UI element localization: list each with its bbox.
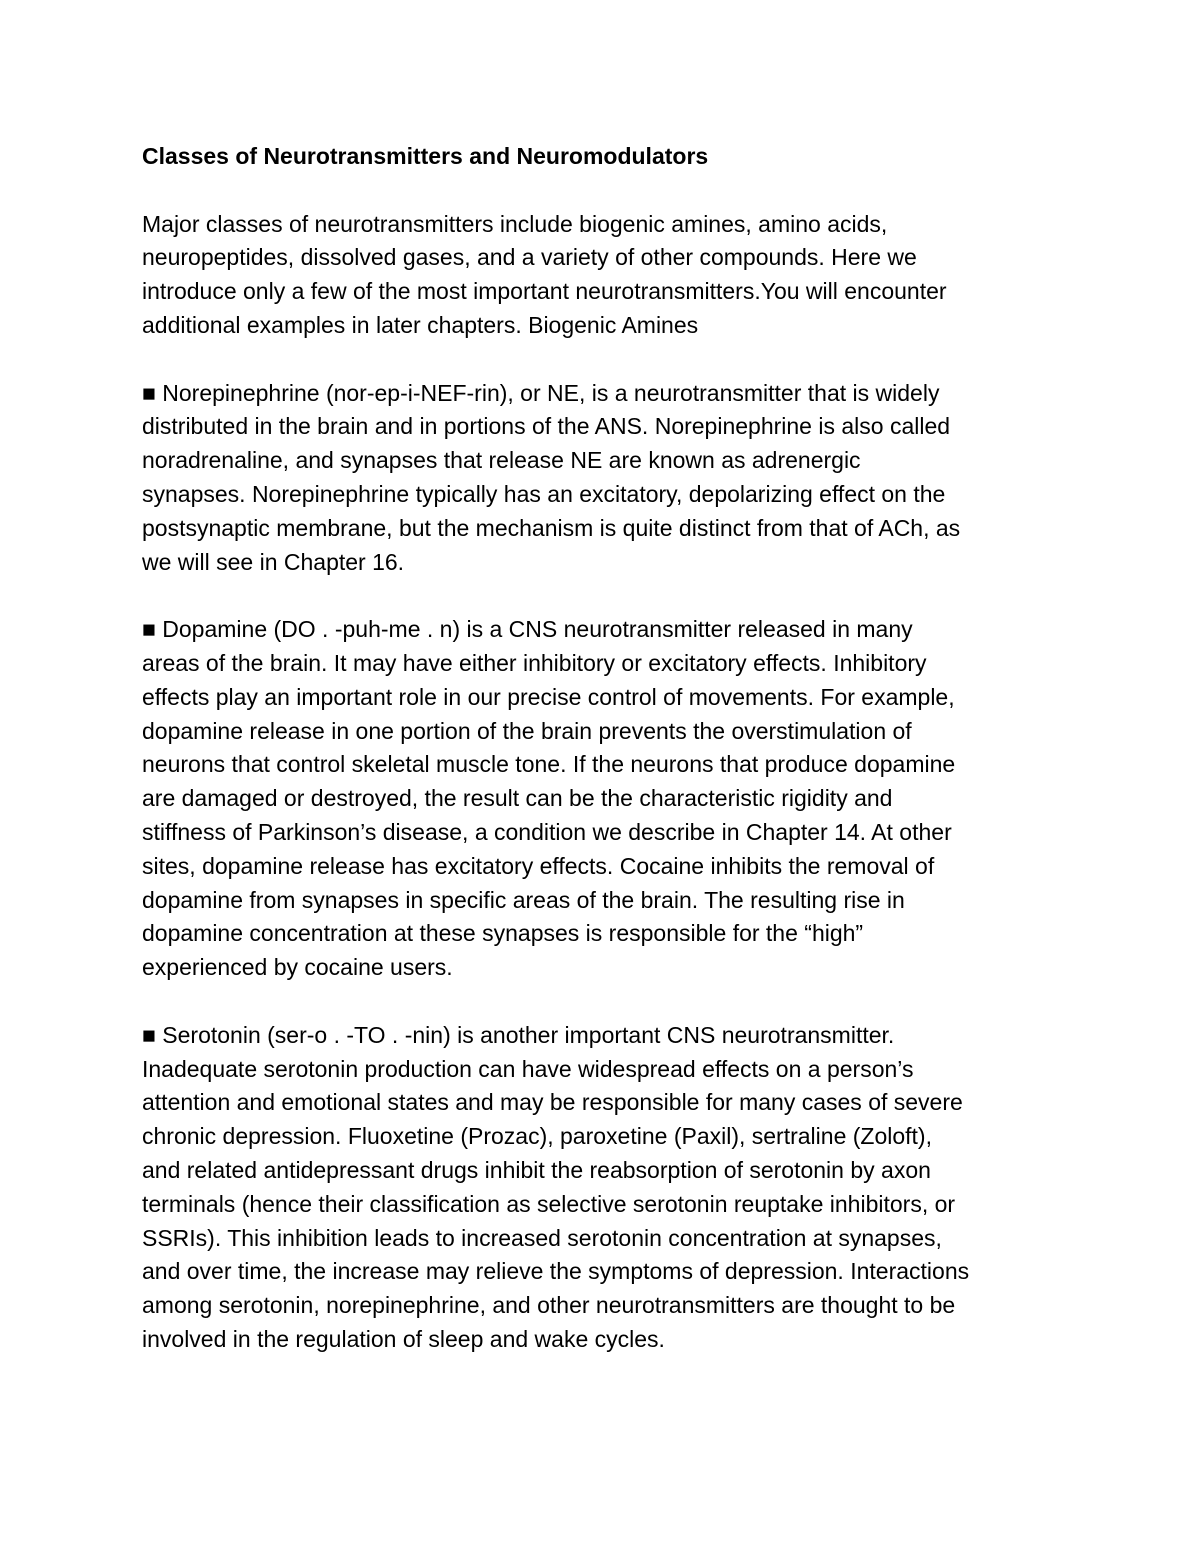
text-line: involved in the regulation of sleep and wake cycles. [142,1325,665,1352]
text-line: ■ Serotonin (ser-o . -TO . -nin) is another important CNS neurotransmitter. [142,1021,895,1048]
text-line: distributed in the brain and in portions of the ANS. Norepinephrine is also called [142,413,951,440]
paragraph-list [142,208,1062,1357]
text-line: and related antidepressant drugs inhibit the reabsorption of serotonin by axon [142,1156,931,1183]
text-line: ■ Dopamine (DO . -puh-me . n) is a CNS neurotransmitter released in many [142,616,913,643]
text-line: experienced by cocaine users. [142,954,453,981]
text-line: neurons that control skeletal muscle tone. If the neurons that produce dopamine [142,751,956,778]
norepinephrine-paragraph [142,377,1062,580]
text-line: terminals (hence their classification as selective serotonin reuptake inhibitors, or [142,1190,956,1217]
text-line: areas of the brain. It may have either inhibitory or excitatory effects. Inhibitory [142,649,927,676]
text-line: attention and emotional states and may be responsible for many cases of severe [142,1089,963,1116]
text-line: additional examples in later chapters. Biogenic Amines [142,311,699,338]
text-line: ■ Norepinephrine (nor-ep-i-NEF-rin), or NE, is a neurotransmitter that is widely [142,379,940,406]
text-line: introduce only a few of the most important neurotransmitters.You will encounter [142,278,947,305]
text-line: Inadequate serotonin production can have widespread effects on a person’s [142,1055,914,1082]
text-line: SSRIs). This inhibition leads to increased serotonin concentration at synapses, [142,1224,942,1251]
text-line: and over time, the increase may relieve the symptoms of depression. Interactions [142,1258,970,1285]
text-line: dopamine from synapses in specific areas of the brain. The resulting rise in [142,886,905,913]
text-line: chronic depression. Fluoxetine (Prozac), paroxetine (Paxil), sertraline (Zoloft), [142,1123,932,1150]
dopamine-paragraph [142,613,1062,985]
text-line: dopamine release in one portion of the brain prevents the overstimulation of [142,717,912,744]
text-line: among serotonin, norepinephrine, and other neurotransmitters are thought to be [142,1292,956,1319]
text-line: dopamine concentration at these synapses is responsible for the “high” [142,920,864,947]
text-line: we will see in Chapter 16. [142,548,405,575]
document-body [142,140,1062,1357]
intro-paragraph [142,208,1062,343]
text-line: effects play an important role in our precise control of movements. For example, [142,683,955,710]
text-line: neuropeptides, dissolved gases, and a variety of other compounds. Here we [142,244,917,271]
text-line: stiffness of Parkinson’s disease, a condition we describe in Chapter 14. At other [142,818,952,845]
document-title: Classes of Neurotransmitters and Neuromodulators [142,143,709,169]
text-line: are damaged or destroyed, the result can be the characteristic rigidity and [142,785,893,812]
serotonin-paragraph [142,1019,1062,1357]
text-line: noradrenaline, and synapses that release NE are known as adrenergic [142,447,861,474]
text-line: synapses. Norepinephrine typically has an excitatory, depolarizing effect on the [142,480,946,507]
text-line: sites, dopamine release has excitatory effects. Cocaine inhibits the removal of [142,852,935,879]
text-line: Major classes of neurotransmitters include biogenic amines, amino acids, [142,210,888,237]
text-line: postsynaptic membrane, but the mechanism is quite distinct from that of ACh, as [142,514,961,541]
